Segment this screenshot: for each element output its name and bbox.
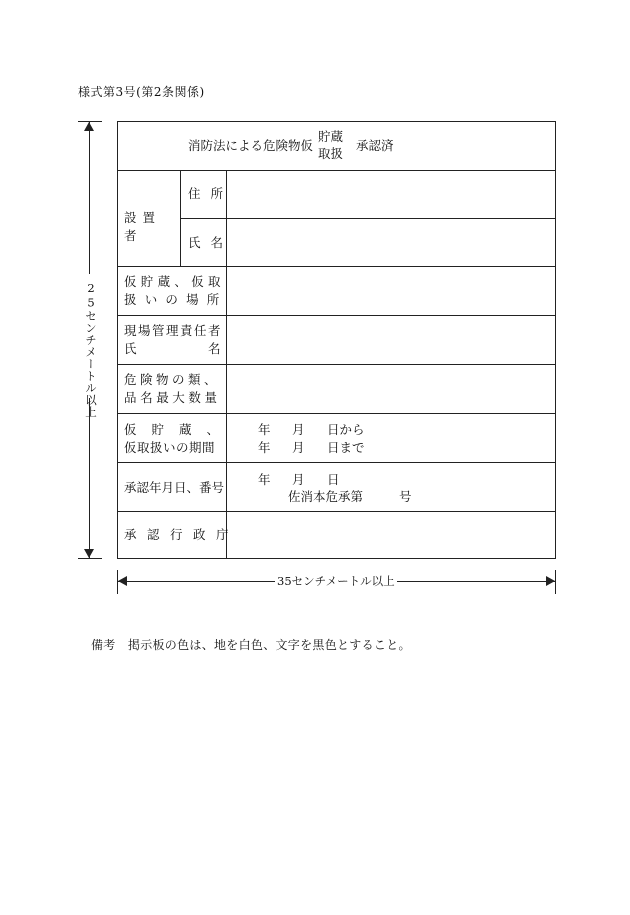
installer-label	[124, 209, 174, 245]
height-dimension	[78, 121, 102, 559]
remark-note: 備考 掲示板の色は、地を白色、文字を黒色とすること。	[91, 638, 411, 652]
period-to-year: 年	[258, 440, 271, 455]
name-label: 氏名	[188, 235, 234, 250]
installer-label-text: 設置者	[124, 210, 162, 243]
period-to-day: 日まで	[327, 440, 365, 455]
hazard-label-line2: 品名最大数量	[124, 390, 221, 405]
row-divider	[118, 315, 555, 316]
arrow-right-icon	[546, 576, 555, 586]
width-dimension	[117, 570, 556, 594]
height-dimension-bottom-tick	[78, 558, 102, 559]
title-left: 消防法による危険物仮	[188, 138, 314, 153]
title-right: 承認済	[356, 138, 394, 153]
height-dimension-label: 25センチメートル以上	[84, 281, 98, 418]
manager-label-line1: 現場管理責任者	[124, 323, 223, 338]
period-from-day: 日から	[327, 422, 365, 437]
period-from-month: 月	[292, 422, 305, 437]
row-divider	[118, 511, 555, 512]
place-label-line1: 仮貯蔵、仮取	[124, 274, 225, 289]
approval-number-suffix: 号	[399, 489, 412, 504]
width-dimension-right-tick	[555, 570, 556, 594]
height-dimension-shaft-upper	[89, 122, 90, 274]
column-divider	[226, 170, 227, 559]
address-label: 住所	[188, 186, 234, 201]
period-label-line2: 仮取扱いの期間	[124, 440, 216, 455]
approval-day: 日	[327, 472, 340, 487]
authority-label: 承認行政庁	[124, 527, 240, 542]
arrow-left-icon	[118, 576, 127, 586]
hazard-label-line1: 危険物の類、	[124, 372, 221, 387]
period-from-year: 年	[258, 422, 271, 437]
width-dimension-label: 35センチメートル以上	[277, 574, 395, 588]
height-dimension-shaft-lower	[89, 398, 90, 558]
period-label-line1: 仮貯蔵、	[124, 422, 235, 437]
row-divider	[180, 218, 555, 219]
row-divider	[118, 462, 555, 463]
arrow-up-icon	[84, 122, 94, 131]
approval-month: 月	[292, 472, 305, 487]
place-label-line2: 扱いの場所	[124, 292, 228, 307]
row-divider	[118, 266, 555, 267]
row-divider	[118, 413, 555, 414]
approval-number-prefix: 佐消本危承第	[288, 489, 364, 504]
approval-label: 承認年月日、番号	[124, 480, 225, 495]
arrow-down-icon	[84, 549, 94, 558]
manager-label-line2-left: 氏	[124, 341, 137, 356]
title-handling: 取扱	[318, 146, 344, 161]
column-divider	[180, 170, 181, 266]
manager-label-line2-right: 名	[208, 341, 221, 356]
approval-year: 年	[258, 472, 271, 487]
title-storage: 貯蔵	[318, 129, 344, 144]
sign-board-table	[117, 121, 556, 559]
form-number-label: 様式第3号(第2条関係)	[78, 85, 205, 99]
row-divider	[118, 170, 555, 171]
period-to-month: 月	[292, 440, 305, 455]
row-divider	[118, 364, 555, 365]
